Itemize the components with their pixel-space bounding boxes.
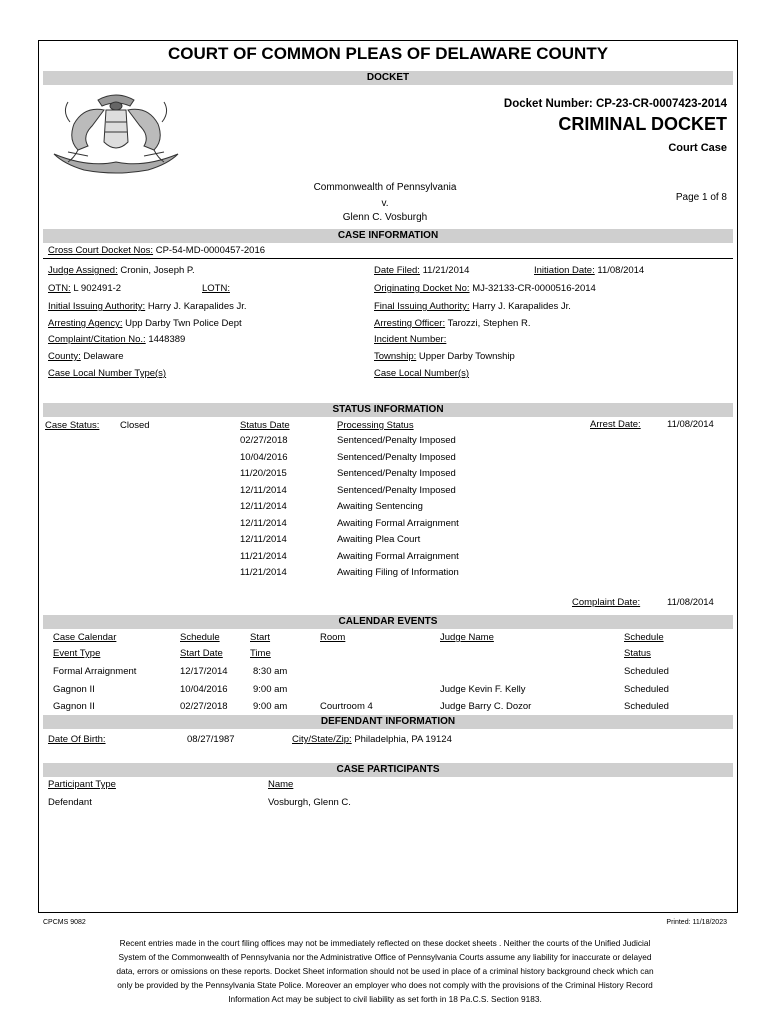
disclaimer-line: only be provided by the Pennsylvania State Police. Moreover an employer who does not comply with the provisions of the Criminal History Record — [117, 980, 653, 990]
complaint-row — [48, 334, 185, 345]
status-date-cell: 02/27/2018 — [240, 435, 288, 446]
case-local-type-label: Case Local Number Type(s) — [48, 368, 167, 379]
participant-type-header: Participant Type — [48, 779, 116, 790]
date-filed-row — [374, 265, 469, 276]
calendar-judge-cell: Judge Barry C. Dozor — [440, 701, 532, 712]
calendar-time-cell: 9:00 am — [253, 701, 288, 712]
initiation-label: Initiation Date: — [534, 265, 595, 276]
divider — [43, 258, 733, 259]
otn-value: L 902491-2 — [73, 283, 122, 294]
status-date-cell: 11/20/2015 — [240, 468, 287, 479]
judge-value: Cronin, Joseph P. — [120, 265, 195, 276]
arresting-agency-value: Upp Darby Twn Police Dept — [125, 318, 242, 329]
cross-docket-value: CP-54-MD-0000457-2016 — [155, 245, 266, 256]
cal-header-start2: Time — [250, 648, 271, 659]
township-value: Upper Darby Township — [418, 351, 515, 362]
participant-type-value: Defendant — [48, 797, 92, 808]
cal-header-event1: Case Calendar — [53, 632, 117, 643]
calendar-judge-cell: Judge Kevin F. Kelly — [440, 683, 526, 695]
processing-status-cell: Sentenced/Penalty Imposed — [337, 468, 456, 479]
processing-status-cell: Awaiting Filing of Information — [337, 567, 459, 578]
otn-row — [48, 283, 121, 294]
case-kind: Court Case — [668, 142, 727, 154]
county-row — [48, 351, 124, 362]
cal-header-status1: Schedule — [624, 632, 664, 643]
court-title: COURT OF COMMON PLEAS OF DELAWARE COUNTY — [167, 44, 609, 63]
complaint-label: Complaint/Citation No.: — [48, 334, 146, 345]
processing-status-cell: Sentenced/Penalty Imposed — [337, 435, 456, 446]
status-date-cell: 11/21/2014 — [240, 550, 287, 562]
defendant-information-band: DEFENDANT INFORMATION — [43, 715, 733, 729]
case-status-value: Closed — [120, 420, 150, 431]
caption-versus: v. — [381, 198, 389, 209]
calendar-event-cell: Formal Arraignment — [53, 666, 137, 677]
arrest-date-value: 11/08/2014 — [667, 419, 714, 430]
printed-date: Printed: 11/18/2023 — [666, 919, 727, 926]
initiation-value: 11/08/2014 — [597, 265, 645, 276]
initial-authority-label: Initial Issuing Authority: — [48, 301, 146, 312]
city-state-zip-row — [292, 734, 452, 745]
calendar-room-cell: Courtroom 4 — [320, 701, 373, 712]
disclaimer — [80, 936, 690, 1006]
complaint-date-value: 11/08/2014 — [667, 597, 714, 608]
processing-status-cell: Sentenced/Penalty Imposed — [337, 484, 456, 496]
cal-header-room: Room — [320, 632, 346, 643]
calendar-status-cell: Scheduled — [624, 666, 669, 677]
processing-status-cell: Awaiting Sentencing — [337, 501, 423, 512]
disclaimer-line: Recent entries made in the court filing offices may not be immediately reflected on these docket sheets . Neither the courts of the Unified Judicial — [119, 938, 651, 948]
calendar-date-cell: 12/17/2014 — [180, 666, 228, 677]
dob-value: 08/27/1987 — [187, 734, 235, 745]
calendar-events-band: CALENDAR EVENTS — [43, 615, 733, 629]
cross-docket-row — [48, 245, 265, 256]
county-value: Delaware — [83, 351, 124, 362]
initiation-row — [534, 265, 644, 276]
originating-label: Originating Docket No: — [374, 283, 470, 294]
cal-header-event2: Event Type — [53, 648, 101, 659]
county-label: County: — [48, 351, 81, 362]
status-date-cell: 12/11/2014 — [240, 501, 287, 512]
processing-status-cell: Awaiting Formal Arraignment — [337, 550, 459, 562]
status-date-cell: 12/11/2014 — [240, 517, 287, 529]
processing-status-cell: Awaiting Plea Court — [337, 534, 421, 545]
calendar-status-cell: Scheduled — [624, 683, 669, 695]
calendar-time-cell: 9:00 am — [253, 683, 288, 695]
arrest-date-label: Arrest Date: — [590, 419, 641, 430]
arresting-officer-label: Arresting Officer: — [374, 318, 446, 329]
township-label: Township: — [374, 351, 417, 362]
status-date-cell: 10/04/2016 — [240, 451, 288, 463]
processing-status-cell: Awaiting Formal Arraignment — [337, 517, 459, 529]
disclaimer-line: System of the Commonwealth of Pennsylvania nor the Administrative Office of Pennsylvania Courts assume any liability for inaccurate or delayed — [118, 952, 652, 962]
final-authority-value: Harry J. Karapalides Jr. — [472, 301, 571, 312]
cal-header-sched1: Schedule — [180, 632, 220, 643]
status-date-cell: 12/11/2014 — [240, 534, 287, 545]
processing-status-cell: Sentenced/Penalty Imposed — [337, 451, 456, 463]
docket-number: Docket Number: CP-23-CR-0007423-2014 — [503, 98, 727, 110]
calendar-event-cell: Gagnon II — [53, 683, 95, 695]
lotn-label: LOTN: — [202, 283, 230, 294]
status-information-band: STATUS INFORMATION — [43, 403, 733, 417]
status-date-cell: 11/21/2014 — [240, 567, 287, 578]
cross-docket-label: Cross Court Docket Nos: — [48, 245, 154, 256]
date-filed-value: 11/21/2014 — [422, 265, 470, 276]
initial-authority-value: Harry J. Karapalides Jr. — [147, 301, 247, 312]
calendar-event-cell: Gagnon II — [53, 701, 95, 712]
township-row — [374, 351, 515, 362]
initial-authority-row — [48, 301, 247, 312]
calendar-status-cell: Scheduled — [624, 701, 669, 712]
arresting-agency-label: Arresting Agency: — [48, 318, 123, 329]
participant-name-value: Vosburgh, Glenn C. — [268, 797, 351, 808]
cal-header-status2: Status — [624, 648, 651, 659]
criminal-docket-title: CRIMINAL DOCKET — [558, 114, 727, 134]
processing-status-header: Processing Status — [337, 420, 414, 431]
date-filed-label: Date Filed: — [374, 265, 420, 276]
judge-row — [48, 265, 195, 276]
final-authority-label: Final Issuing Authority: — [374, 301, 470, 312]
calendar-date-cell: 02/27/2018 — [180, 701, 228, 712]
status-date-header: Status Date — [240, 420, 290, 431]
caption-defendant: Glenn C. Vosburgh — [342, 212, 428, 223]
judge-label: Judge Assigned: — [48, 265, 118, 276]
pennsylvania-seal-icon — [48, 92, 184, 176]
page-number: Page 1 of 8 — [675, 192, 727, 203]
cal-header-judge: Judge Name — [440, 632, 494, 643]
form-id: CPCMS 9082 — [43, 919, 86, 926]
participant-name-header: Name — [268, 779, 294, 790]
disclaimer-line: data, errors or omissions on these reports. Docket Sheet information should not be used in place of a criminal history background check which can — [116, 966, 654, 976]
final-authority-row — [374, 301, 571, 312]
cal-header-start1: Start — [250, 632, 271, 643]
calendar-time-cell: 8:30 am — [253, 666, 288, 677]
complaint-date-label: Complaint Date: — [572, 597, 641, 608]
cal-header-sched2: Start Date — [180, 648, 223, 659]
complaint-value: 1448389 — [148, 334, 186, 345]
case-local-number-label: Case Local Number(s) — [374, 368, 470, 379]
calendar-date-cell: 10/04/2016 — [180, 683, 228, 695]
disclaimer-line: Information Act may be subject to civil liability as set forth in 18 Pa.C.S. Section 9183. — [228, 994, 542, 1004]
docket-band: DOCKET — [43, 71, 733, 85]
case-status-label: Case Status: — [45, 420, 100, 431]
city-state-zip-label: City/State/Zip: — [292, 734, 352, 745]
otn-label: OTN: — [48, 283, 71, 294]
dob-label: Date Of Birth: — [48, 734, 106, 745]
caption-plaintiff: Commonwealth of Pennsylvania — [313, 182, 457, 193]
originating-row — [374, 283, 596, 294]
arresting-agency-row — [48, 318, 242, 329]
originating-value: MJ-32133-CR-0000516-2014 — [472, 283, 596, 294]
incident-number-label: Incident Number: — [374, 334, 447, 345]
arresting-officer-value: Tarozzi, Stephen R. — [447, 318, 531, 329]
arresting-officer-row — [374, 318, 530, 329]
case-participants-band: CASE PARTICIPANTS — [43, 763, 733, 777]
status-date-cell: 12/11/2014 — [240, 484, 287, 496]
case-information-band: CASE INFORMATION — [43, 229, 733, 243]
city-state-zip-value: Philadelphia, PA 19124 — [354, 734, 452, 745]
